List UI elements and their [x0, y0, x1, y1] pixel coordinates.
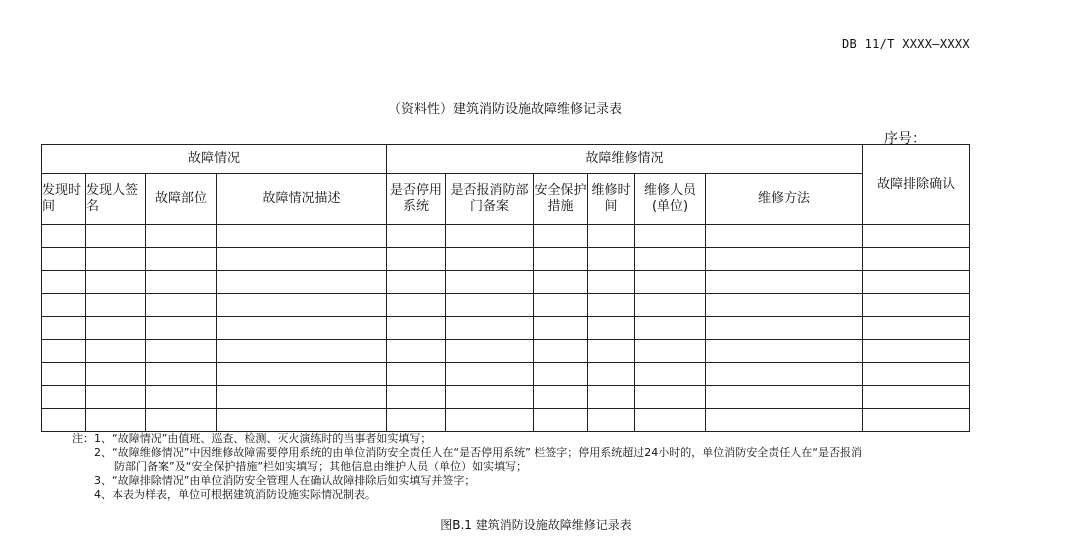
table-cell[interactable] [446, 409, 534, 432]
note-2: 2、“故障维修情况”中因维修故障需要停用系统的由单位消防安全责任人在“是否停用系统” 栏签字；停用系统超过24小时的，单位消防安全责任人在“是否报消 [94, 446, 862, 459]
table-row [42, 225, 970, 248]
table-cell[interactable] [387, 340, 446, 363]
table-cell[interactable] [635, 248, 706, 271]
note-2-continued: 防部门备案”及“安全保护措施”栏如实填写；其他信息由维护人员（单位）如实填写； [114, 460, 528, 473]
table-cell[interactable] [588, 271, 635, 294]
table-cell[interactable] [86, 294, 146, 317]
table-cell[interactable] [217, 386, 387, 409]
table-cell[interactable] [588, 225, 635, 248]
note-4: 4、本表为样表，单位可根据建筑消防设施实际情况制表。 [94, 488, 376, 501]
table-cell[interactable] [217, 294, 387, 317]
table-cell[interactable] [706, 409, 863, 432]
table-cell[interactable] [706, 248, 863, 271]
table-cell[interactable] [387, 386, 446, 409]
table-cell[interactable] [217, 271, 387, 294]
table-cell[interactable] [217, 363, 387, 386]
table-cell[interactable] [534, 317, 588, 340]
table-row [42, 317, 970, 340]
table-cell[interactable] [86, 363, 146, 386]
table-cell[interactable] [863, 386, 970, 409]
table-cell[interactable] [863, 363, 970, 386]
table-cell[interactable] [146, 317, 217, 340]
table-cell[interactable] [863, 248, 970, 271]
table-cell[interactable] [217, 248, 387, 271]
table-cell[interactable] [146, 294, 217, 317]
table-cell[interactable] [588, 248, 635, 271]
document-code: DB 11/T XXXX—XXXX [842, 37, 970, 51]
table-cell[interactable] [534, 248, 588, 271]
header-report-fire-dept: 是否报消防部门备案 [446, 174, 534, 225]
table-cell[interactable] [86, 248, 146, 271]
table-cell[interactable] [706, 363, 863, 386]
table-cell[interactable] [863, 409, 970, 432]
repair-record-table [41, 144, 970, 432]
table-cell[interactable] [42, 248, 86, 271]
table-cell[interactable] [146, 340, 217, 363]
table-cell[interactable] [706, 386, 863, 409]
header-repair-time: 维修时间 [588, 174, 635, 225]
table-cell[interactable] [706, 271, 863, 294]
table-row [42, 294, 970, 317]
table-cell[interactable] [42, 386, 86, 409]
header-stop-use: 是否停用系统 [387, 174, 446, 225]
table-cell[interactable] [217, 340, 387, 363]
header-repair-person: 维修人员(单位) [635, 174, 706, 225]
table-cell[interactable] [42, 294, 86, 317]
table-cell[interactable] [146, 248, 217, 271]
table-row [42, 386, 970, 409]
table-cell[interactable] [588, 386, 635, 409]
table-cell[interactable] [446, 386, 534, 409]
header-repair-group: 故障维修情况 [387, 145, 863, 174]
table-cell[interactable] [217, 317, 387, 340]
figure-caption: 图B.1 建筑消防设施故障维修记录表 [440, 518, 632, 532]
table-cell[interactable] [588, 294, 635, 317]
table-cell[interactable] [42, 271, 86, 294]
table-cell[interactable] [635, 271, 706, 294]
table-cell[interactable] [588, 340, 635, 363]
table-cell[interactable] [706, 340, 863, 363]
table-cell[interactable] [706, 294, 863, 317]
header-fault-part: 故障部位 [146, 174, 217, 225]
table-cell[interactable] [863, 271, 970, 294]
header-fault-cleared-confirm: 故障排除确认 [863, 145, 970, 225]
header-finder-sign: 发现人签名 [86, 174, 146, 225]
table-cell[interactable] [387, 271, 446, 294]
table-cell[interactable] [217, 225, 387, 248]
table-cell[interactable] [387, 317, 446, 340]
header-repair-method: 维修方法 [706, 174, 863, 225]
table-cell[interactable] [42, 340, 86, 363]
table-body [42, 225, 970, 432]
table-cell[interactable] [635, 340, 706, 363]
table-cell[interactable] [863, 225, 970, 248]
header-safety-measures: 安全保护措施 [534, 174, 588, 225]
table-cell[interactable] [635, 386, 706, 409]
serial-number-label: 序号： [884, 131, 926, 147]
table-cell[interactable] [534, 363, 588, 386]
table-cell[interactable] [635, 363, 706, 386]
header-fault-desc: 故障情况描述 [217, 174, 387, 225]
table-cell[interactable] [588, 363, 635, 386]
table-cell[interactable] [217, 409, 387, 432]
table-cell[interactable] [635, 225, 706, 248]
table-cell[interactable] [446, 340, 534, 363]
table-row [42, 363, 970, 386]
table-row [42, 248, 970, 271]
table-cell[interactable] [588, 317, 635, 340]
table-row [42, 409, 970, 432]
table-cell[interactable] [635, 294, 706, 317]
note-1: 注：1、“故障情况”由值班、巡查、检测、灭火演练时的当事者如实填写； [72, 432, 432, 445]
table-cell[interactable] [387, 294, 446, 317]
table-cell[interactable] [86, 225, 146, 248]
header-fault-group: 故障情况 [42, 145, 387, 174]
table-cell[interactable] [42, 225, 86, 248]
table-cell[interactable] [863, 317, 970, 340]
notes-block [72, 432, 972, 502]
table-cell[interactable] [534, 225, 588, 248]
table-cell[interactable] [588, 409, 635, 432]
repair-record-table-wrapper [41, 144, 970, 432]
table-cell[interactable] [534, 294, 588, 317]
table-row [42, 340, 970, 363]
table-cell[interactable] [635, 409, 706, 432]
note-3: 3、“故障排除情况”由单位消防安全管理人在确认故障排除后如实填写并签字； [94, 474, 476, 487]
form-title: （资料性）建筑消防设施故障维修记录表 [387, 102, 622, 117]
table-cell[interactable] [86, 271, 146, 294]
table-cell[interactable] [387, 409, 446, 432]
table-cell[interactable] [42, 317, 86, 340]
table-cell[interactable] [706, 225, 863, 248]
table-cell[interactable] [446, 294, 534, 317]
table-cell[interactable] [387, 363, 446, 386]
table-cell[interactable] [534, 409, 588, 432]
header-found-time: 发现时间 [42, 174, 86, 225]
table-cell[interactable] [446, 225, 534, 248]
table-cell[interactable] [42, 409, 86, 432]
table-cell[interactable] [863, 294, 970, 317]
table-row [42, 271, 970, 294]
table-cell[interactable] [86, 386, 146, 409]
table-cell[interactable] [86, 340, 146, 363]
table-cell[interactable] [446, 248, 534, 271]
table-cell[interactable] [446, 363, 534, 386]
table-cell[interactable] [387, 248, 446, 271]
table-cell[interactable] [635, 317, 706, 340]
table-cell[interactable] [146, 363, 217, 386]
table-cell[interactable] [446, 271, 534, 294]
table-cell[interactable] [534, 271, 588, 294]
table-cell[interactable] [86, 317, 146, 340]
table-cell[interactable] [146, 386, 217, 409]
table-cell[interactable] [446, 317, 534, 340]
table-cell[interactable] [146, 225, 217, 248]
table-cell[interactable] [146, 271, 217, 294]
table-cell[interactable] [86, 409, 146, 432]
table-cell[interactable] [706, 317, 863, 340]
table-cell[interactable] [534, 340, 588, 363]
table-cell[interactable] [534, 386, 588, 409]
table-cell[interactable] [42, 363, 86, 386]
table-cell[interactable] [863, 340, 970, 363]
table-cell[interactable] [146, 409, 217, 432]
table-cell[interactable] [387, 225, 446, 248]
